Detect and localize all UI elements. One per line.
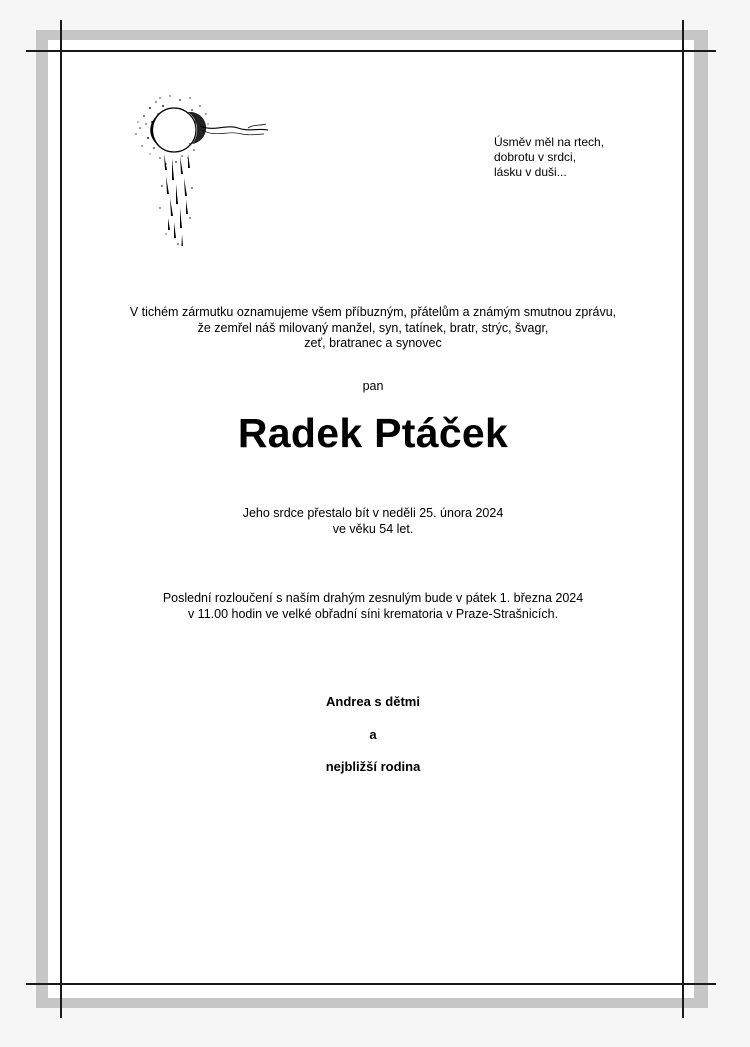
announcement-line: že zemřel náš milovaný manžel, syn, tatínek, bratr, strýc, švagr,	[197, 320, 549, 335]
family-line: nejbližší rodina	[325, 759, 421, 774]
family-signature	[60, 694, 686, 792]
quote-line: dobrotu v srdci,	[494, 150, 577, 164]
family-line: Andrea s dětmi	[326, 694, 420, 709]
death-line: Jeho srdce přestalo bít v neděli 25. února 2024	[242, 506, 504, 520]
quote-line: lásku v duši...	[494, 165, 567, 179]
funeral-line: v 11.00 hodin ve velké obřadní síni krematoria v Praze-Strašnicích.	[187, 606, 559, 621]
funeral-line: Poslední rozloučení s naším drahým zesnulým bude v pátek 1. března 2024	[162, 591, 584, 605]
top-border-line	[26, 50, 716, 52]
moon-illustration-icon	[130, 88, 280, 253]
deceased-name: Radek Ptáček	[237, 410, 509, 456]
announcement-line: zeť, bratranec a synovec	[304, 336, 442, 350]
bottom-border-line	[26, 983, 716, 985]
honorific: pan	[362, 379, 384, 393]
family-line: a	[369, 726, 377, 742]
announcement-text	[60, 305, 686, 352]
epitaph-quote	[494, 135, 604, 180]
announcement-line: V tichém zármutku oznamujeme všem příbuzným, přátelům a známým smutnou zprávu,	[129, 305, 617, 319]
death-notice	[60, 506, 686, 537]
quote-line: Úsměv měl na rtech,	[494, 135, 605, 149]
funeral-notice	[60, 591, 686, 622]
death-line: ve věku 54 let.	[332, 521, 414, 536]
